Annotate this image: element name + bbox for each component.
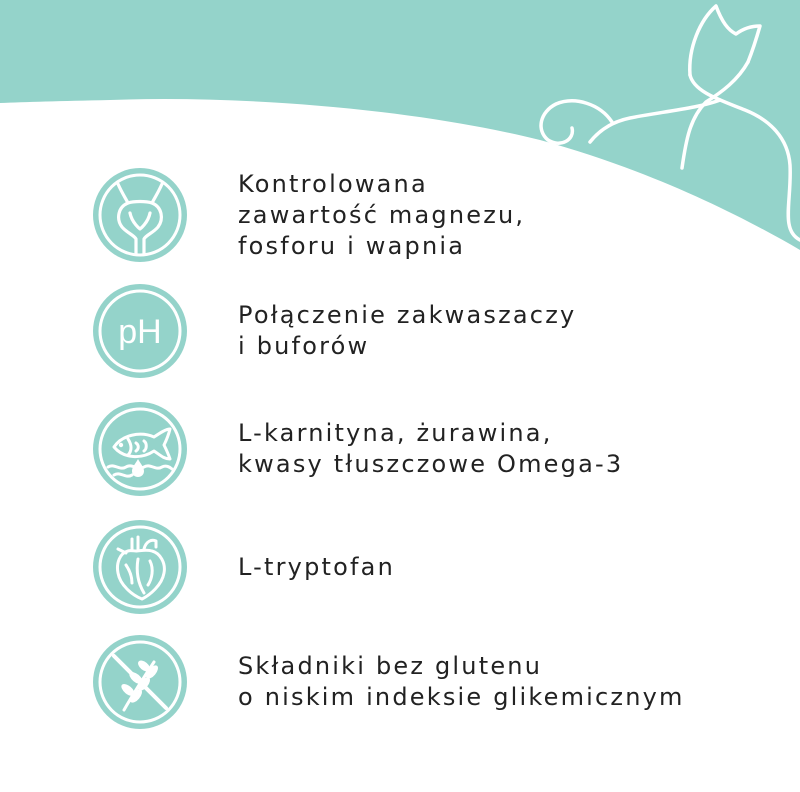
ph-icon-label: pH bbox=[118, 313, 162, 351]
feature-line: Połączenie zakwaszaczy bbox=[238, 301, 577, 329]
feature-text bbox=[238, 634, 685, 730]
feature-item bbox=[92, 401, 792, 497]
feature-text bbox=[238, 283, 576, 379]
feature-line: L-karnityna, żurawina, bbox=[238, 419, 553, 447]
feature-item bbox=[92, 519, 792, 615]
feature-text bbox=[238, 167, 525, 263]
feature-item bbox=[92, 283, 792, 379]
feature-item bbox=[92, 634, 792, 730]
feature-line: fosforu i wapnia bbox=[238, 231, 466, 260]
feature-text bbox=[238, 401, 623, 497]
feature-text bbox=[238, 519, 395, 615]
feature-line: Kontrolowana bbox=[238, 169, 428, 198]
fish-oil-icon bbox=[92, 401, 188, 497]
bladder-icon bbox=[92, 167, 188, 263]
feature-line: zawartość magnezu, bbox=[238, 200, 526, 229]
ph-icon bbox=[92, 283, 188, 379]
heart-icon bbox=[92, 519, 188, 615]
feature-line: i buforów bbox=[238, 332, 370, 360]
feature-line: Składniki bez glutenu bbox=[238, 652, 543, 680]
feature-line: L-tryptofan bbox=[238, 552, 395, 581]
no-gluten-icon bbox=[92, 634, 188, 730]
feature-line: kwasy tłuszczowe Omega-3 bbox=[238, 450, 624, 478]
feature-item bbox=[92, 167, 792, 263]
feature-line: o niskim indeksie glikemicznym bbox=[238, 683, 685, 711]
